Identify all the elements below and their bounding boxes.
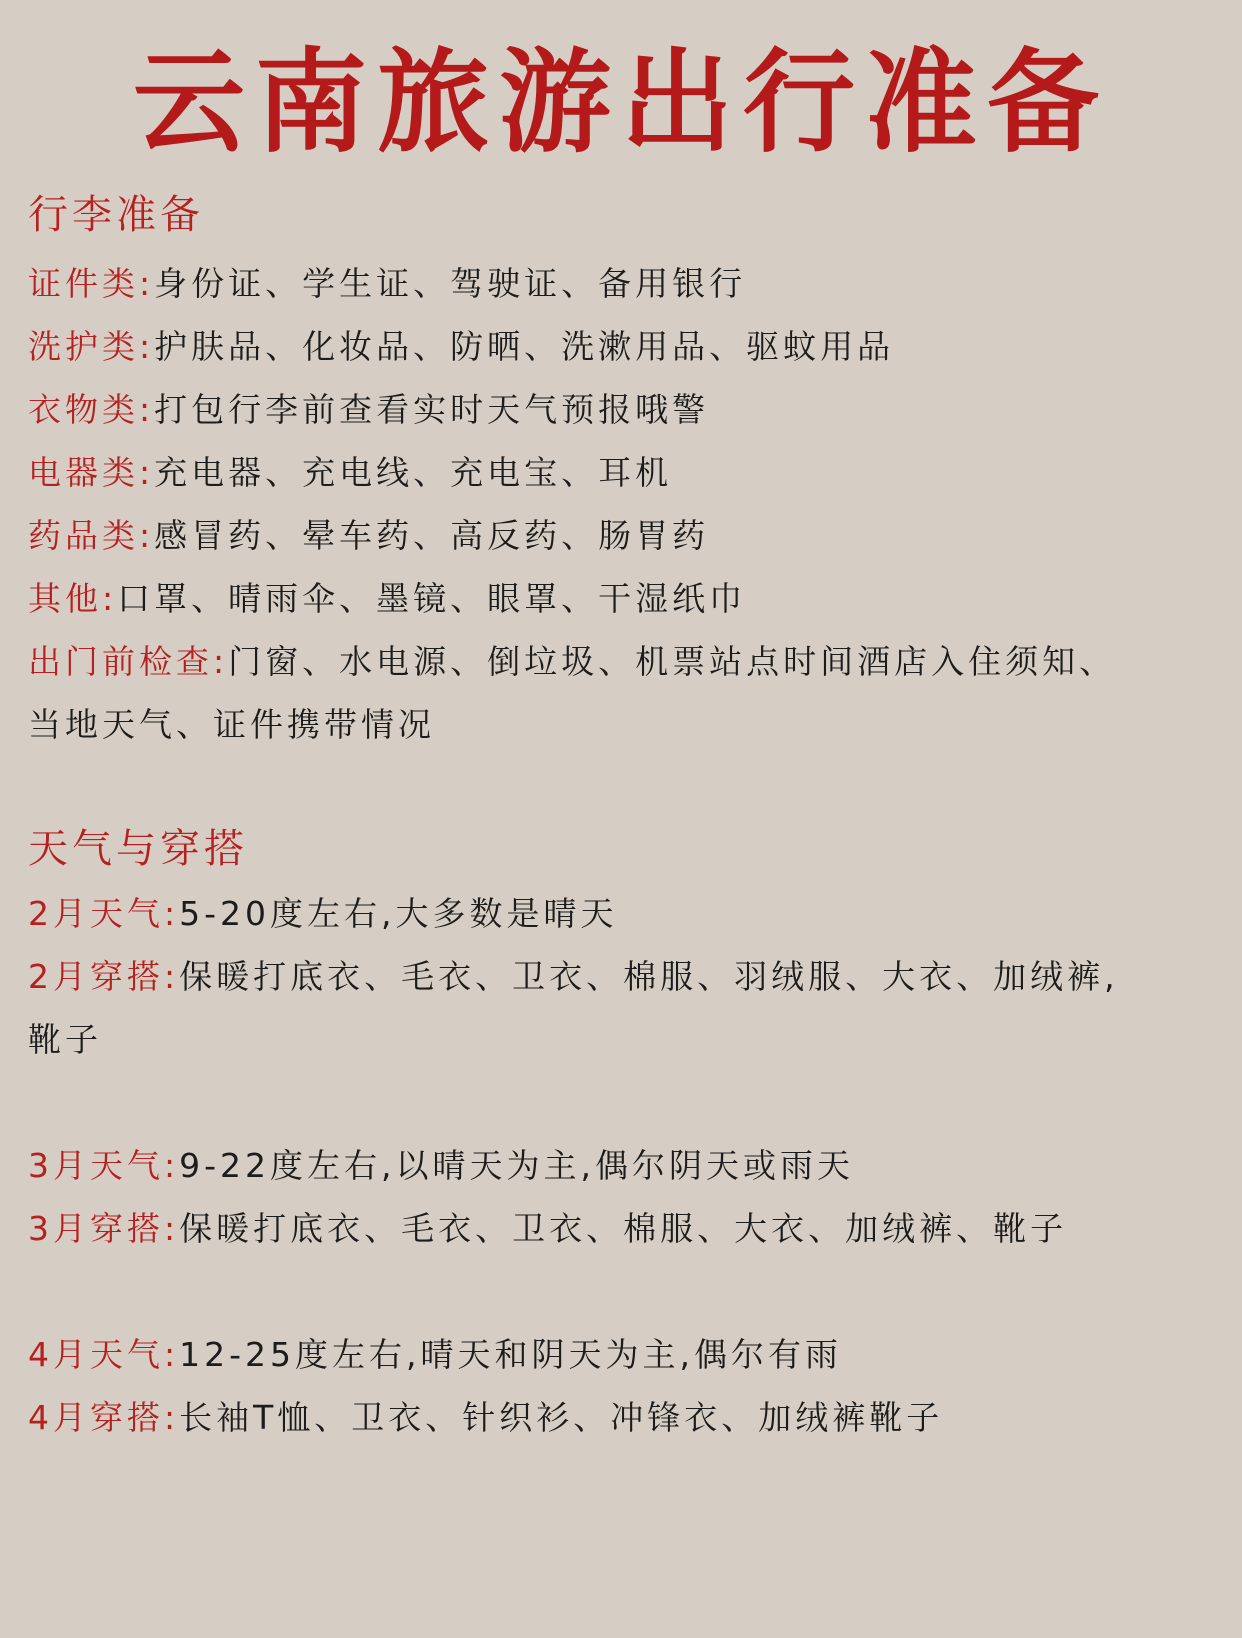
item-label: 4月穿搭:: [28, 1398, 180, 1437]
item-text: 当地天气、证件携带情况: [28, 705, 435, 744]
item-text: 感冒药、晕车药、高反药、肠胃药: [154, 516, 710, 555]
item-label: 证件类:: [28, 264, 155, 303]
list-item-documents: [28, 262, 1223, 306]
item-label: 2月天气:: [28, 894, 180, 933]
item-text: 身份证、学生证、驾驶证、备用银行: [154, 264, 747, 303]
item-label: 3月穿搭:: [28, 1209, 180, 1248]
feb-weather: [28, 892, 1223, 936]
weather-heading: 天气与穿搭: [28, 826, 248, 872]
apr-outfit: [28, 1396, 1223, 1440]
item-text: 打包行李前查看实时天气预报哦警: [154, 390, 710, 429]
list-item-medicine: [28, 514, 1223, 558]
item-text: 充电器、充电线、充电宝、耳机: [154, 453, 673, 492]
item-text: 门窗、水电源、倒垃圾、机票站点时间酒店入住须知、: [228, 642, 1117, 681]
list-item-clothing: [28, 388, 1223, 432]
item-text: 长袖T恤、卫衣、针织衫、冲锋衣、加绒裤靴子: [179, 1398, 944, 1437]
item-text: 靴子: [28, 1020, 102, 1059]
mar-outfit: [28, 1207, 1223, 1251]
luggage-heading: 行李准备: [28, 192, 204, 238]
item-text: 12-25度左右,晴天和阴天为主,偶尔有雨: [179, 1335, 842, 1374]
feb-outfit: [28, 955, 1223, 999]
item-label: 药品类:: [28, 516, 155, 555]
item-label: 洗护类:: [28, 327, 155, 366]
item-text: 5-20度左右,大多数是晴天: [179, 894, 618, 933]
item-text: 保暖打底衣、毛衣、卫衣、棉服、羽绒服、大衣、加绒裤,: [179, 957, 1119, 996]
item-label: 电器类:: [28, 453, 155, 492]
list-item-toiletries: [28, 325, 1223, 369]
item-label: 3月天气:: [28, 1146, 180, 1185]
item-text: 保暖打底衣、毛衣、卫衣、棉服、大衣、加绒裤、靴子: [179, 1209, 1068, 1248]
feb-outfit-continuation: [28, 1018, 1223, 1062]
list-item-pre-departure-check: [28, 640, 1223, 684]
list-item-electronics: [28, 451, 1223, 495]
list-item-other: [28, 577, 1223, 621]
list-item-continuation: [28, 703, 1223, 747]
item-label: 衣物类:: [28, 390, 155, 429]
item-label: 出门前检查:: [28, 642, 229, 681]
item-text: 护肤品、化妆品、防晒、洗漱用品、驱蚊用品: [154, 327, 895, 366]
item-text: 口罩、晴雨伞、墨镜、眼罩、干湿纸巾: [117, 579, 747, 618]
item-label: 2月穿搭:: [28, 957, 180, 996]
page-title: 云南旅游出行准备: [133, 37, 1109, 168]
apr-weather: [28, 1333, 1223, 1377]
item-label: 4月天气:: [28, 1335, 180, 1374]
item-label: 其他:: [28, 579, 118, 618]
mar-weather: [28, 1144, 1223, 1188]
item-text: 9-22度左右,以晴天为主,偶尔阴天或雨天: [179, 1146, 854, 1185]
